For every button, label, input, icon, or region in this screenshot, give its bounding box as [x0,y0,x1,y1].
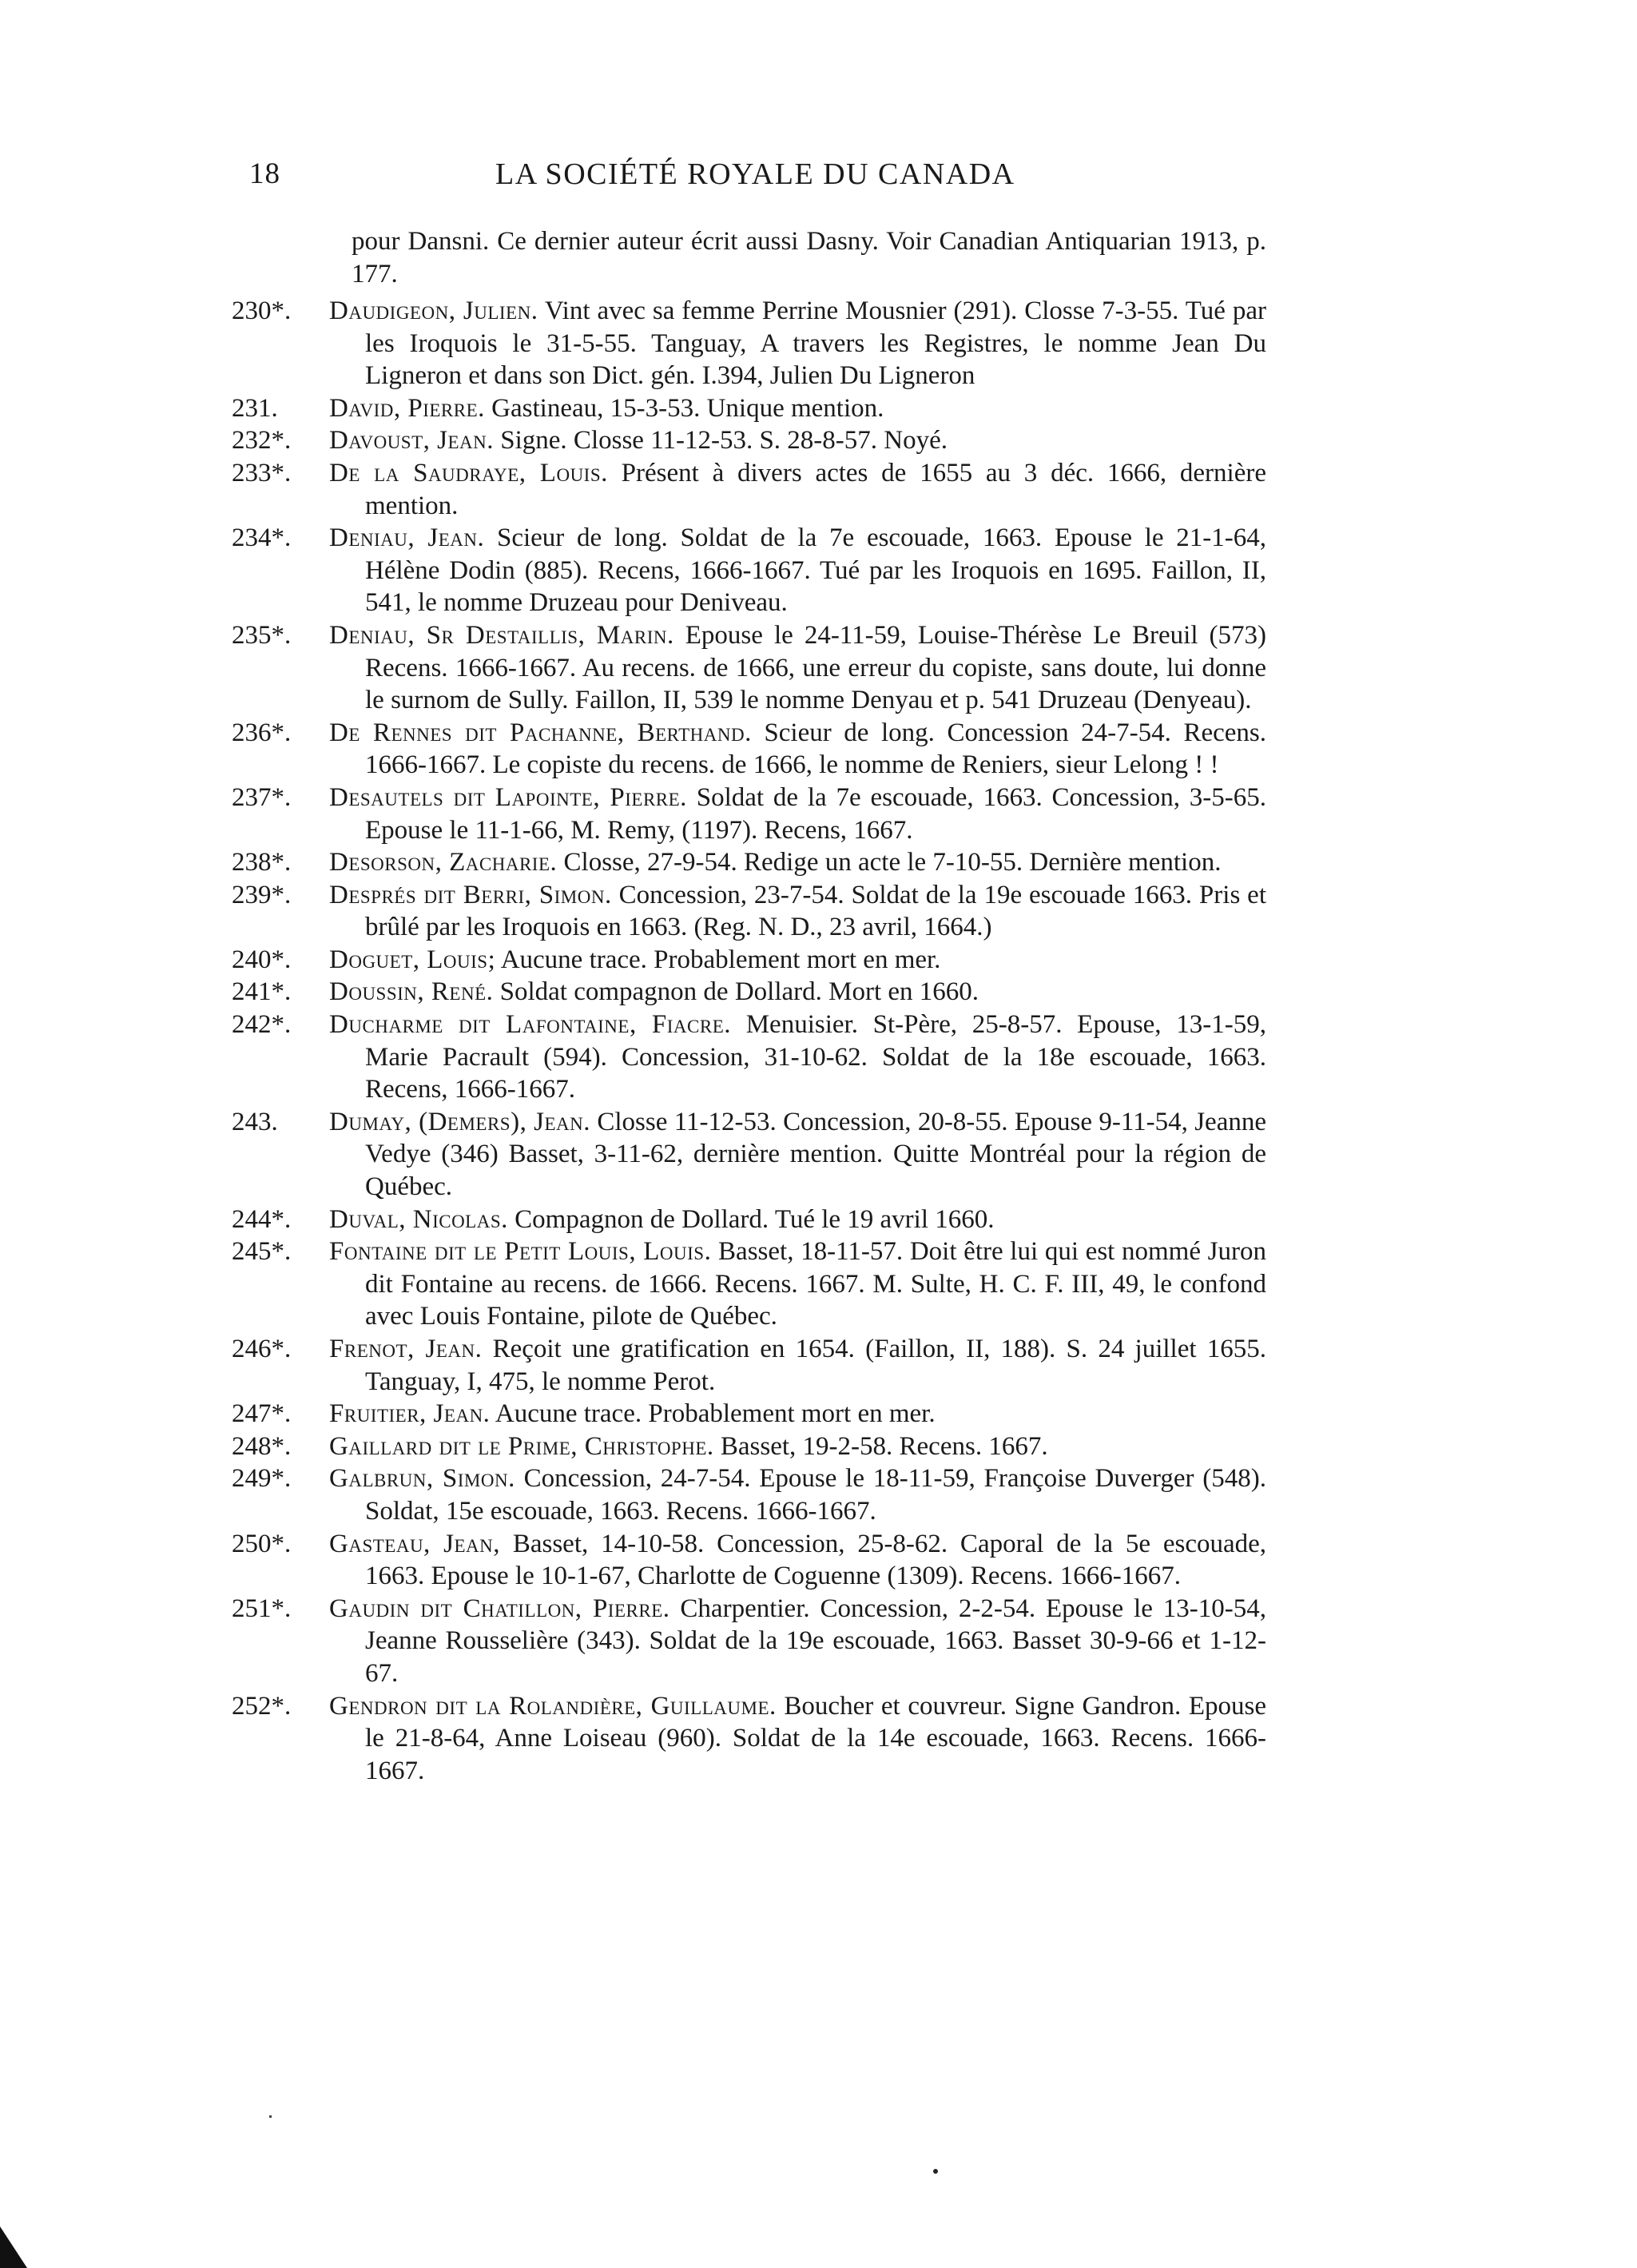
entry-body [329,782,1266,846]
entry-number: 241*. [232,977,292,1007]
entry-name: Daudigeon, Julien. [329,296,538,325]
scan-corner-mark [0,2226,27,2268]
entry-number: 237*. [232,782,292,812]
entry-body [329,392,1266,425]
entry-name: Doussin, René. [329,977,494,1007]
page-number: 18 [249,157,280,190]
entry-name: Davoust, Jean. [329,426,495,456]
entry-body [329,522,1266,619]
entry-number: 238*. [232,848,292,877]
entry-text: Soldat de la 7e escouade, 1663. Concession, 3-5-65. Epouse le 11-1-66, M. Remy, (1197). Recens, 1667. [365,782,1267,845]
scan-speck [269,2115,272,2118]
scan-dot [933,2169,938,2174]
entry-body [329,1009,1266,1106]
entry-text: Epouse le 24-11-59, Louise-Thérèse Le Breuil (573) Recens. 1666-1667. Au recens. de 1666, une erreur du copiste, sans doute, lui donne le surnom de Sully. Faillon, II, 539 le nomme Denyau et p. 541 Druzeau (Denyeau). [365,620,1267,715]
register-entry [232,295,1266,392]
entry-text: Aucune trace. Probablement mort en mer. [495,1399,936,1429]
entry-number: 249*. [232,1464,292,1494]
entry-number: 234*. [232,523,292,553]
entry-name: Dumay, (Demers), Jean. [329,1107,591,1136]
entry-number: 252*. [232,1691,292,1721]
register-entry [232,1690,1266,1788]
entry-text: Closse, 27-9-54. Redige un acte le 7-10-55. Dernière mention. [563,848,1222,877]
entry-number: 233*. [232,458,292,487]
running-title: LA SOCIÉTÉ ROYALE DU CANADA [495,157,1015,191]
entry-name: David, Pierre. [329,393,485,423]
entry-body [329,976,1266,1009]
entry-body [329,1333,1266,1398]
entry-text: Basset, 19-2-58. Recens. 1667. [720,1431,1048,1461]
entry-text: Reçoit une gratification en 1654. (Faillon, II, 188). S. 24 juillet 1655. Tanguay, I, 475, le nomme Perot. [365,1335,1266,1396]
entry-name: Després dit Berri, Simon. [329,880,612,909]
entry-name: De la Saudraye, Louis. [329,458,608,487]
entry-body [329,1398,1266,1430]
register-entry [232,457,1266,522]
entry-text: Closse 11-12-53. Concession, 20-8-55. Epouse 9-11-54, Jeanne Vedye (346) Basset, 3-11-62, dernière mention. Quitte Montréal pour la région de Québec. [365,1107,1266,1202]
entry-number: 243. [232,1107,278,1136]
register-entry [232,879,1266,944]
entry-body [329,1106,1266,1204]
entry-name: Desorson, Zacharie. [329,848,558,877]
entry-body [329,424,1266,457]
register-entry [232,1528,1266,1593]
entry-body [329,1528,1266,1593]
entry-body [329,1593,1266,1690]
entry-name: Deniau, Jean. [329,523,485,553]
entry-text: Boucher et couvreur. Signe Gandron. Epouse le 21-8-64, Anne Loiseau (960). Soldat de la 14e escouade, 1663. Recens. 1666-1667. [365,1691,1266,1785]
register-entry [232,1430,1266,1463]
entry-text: Scieur de long. Concession 24-7-54. Recens. 1666-1667. Le copiste du recens. de 1666, le nomme de Reniers, sieur Lelong ! ! [365,718,1267,780]
entry-body [329,1430,1266,1463]
entry-text: Charpentier. Concession, 2-2-54. Epouse le 13-10-54, Jeanne Rousselière (343). Soldat de la 19e escouade, 1663. Basset 30-9-66 et 1-12-67. [365,1594,1267,1688]
entry-name: Frenot, Jean. [329,1335,483,1363]
entry-text: Compagnon de Dollard. Tué le 19 avril 1660. [515,1204,995,1234]
entry-name: Gaudin dit Chatillon, Pierre. [329,1594,670,1623]
entry-number: 235*. [232,620,292,650]
entry-body [329,457,1266,522]
register-entry [232,619,1266,717]
entry-name: Deniau, Sr Destaillis, Marin. [329,620,674,650]
entry-text: Présent à divers actes de 1655 au 3 déc. 1666, dernière mention. [365,458,1266,520]
register-entry [232,392,1266,425]
entry-text: Basset, 14-10-58. Concession, 25-8-62. Caporal de la 5e escouade, 1663. Epouse le 10-1-67, Charlotte de Coguenne (1309). Recens. 1666-1667. [365,1529,1267,1591]
entry-name: Ducharme dit Lafontaine, Fiacre. [329,1010,732,1040]
entry-text: Concession, 23-7-54. Soldat de la 19e escouade 1663. Pris et brûlé par les Iroquois en 1663. (Reg. N. D., 23 avril, 1664.) [365,880,1266,942]
register-entry [232,1106,1266,1204]
entry-number: 239*. [232,880,292,909]
register-entry [232,1333,1266,1398]
register-entry [232,717,1266,782]
register-entry [232,1593,1266,1690]
register-entry [232,846,1266,879]
entry-body [329,619,1266,717]
entry-number: 231. [232,393,278,423]
entry-number: 230*. [232,296,292,325]
entry-body [329,717,1266,782]
register-entry [232,1398,1266,1430]
entry-text: Vint avec sa femme Perrine Mousnier (291). Closse 7-3-55. Tué par les Iroquois le 31-5-55. Tanguay, A travers les Registres, le nomme Jean Du Ligneron et dans son Dict. gén. I.394, Julien Du Ligneron [365,296,1266,391]
register-entry [232,522,1266,619]
entry-body [329,1690,1266,1788]
entry-text: Aucune trace. Probablement mort en mer. [500,945,941,974]
entry-text: Gastineau, 15-3-53. Unique mention. [491,393,884,423]
entry-body [329,846,1266,879]
entry-text: Menuisier. St-Père, 25-8-57. Epouse, 13-1-59, Marie Pacrault (594). Concession, 31-10-62. Soldat de la 18e escouade, 1663. Recens, 1666-1667. [365,1010,1266,1104]
entry-body [329,295,1266,392]
intro-paragraph: pour Dansni. Ce dernier auteur écrit aussi Dasny. Voir Canadian Antiquarian 1913, p. 177. [352,227,1266,288]
register-entry [232,1204,1266,1236]
entry-name: De Rennes dit Pachanne, Berthand. [329,718,752,747]
entry-text: Soldat compagnon de Dollard. Mort en 1660. [499,977,979,1007]
entry-number: 240*. [232,945,292,974]
entry-name: Fontaine dit le Petit Louis, Louis. [329,1237,712,1267]
entry-number: 236*. [232,718,292,747]
entry-number: 250*. [232,1529,292,1558]
register-entry [232,1462,1266,1527]
entry-number: 232*. [232,426,292,456]
entry-body [329,879,1266,944]
entry-body [329,1235,1266,1333]
register-entry [232,976,1266,1009]
entry-number: 247*. [232,1399,292,1429]
entry-number: 248*. [232,1431,292,1461]
entry-body [329,1462,1266,1527]
entry-body [329,1204,1266,1236]
entry-number: 244*. [232,1204,292,1234]
register-entry [232,1009,1266,1106]
entry-number: 251*. [232,1594,292,1623]
entry-name: Doguet, Louis; [329,945,496,974]
register-entry [232,944,1266,977]
entry-name: Gendron dit la Rolandière, Guillaume. [329,1691,777,1721]
entry-number: 245*. [232,1237,292,1267]
entry-text: Signe. Closse 11-12-53. S. 28-8-57. Noyé. [500,426,948,456]
entry-name: Duval, Nicolas. [329,1204,508,1234]
entry-text: Basset, 18-11-57. Doit être lui qui est nommé Juron dit Fontaine au recens. de 1666. Recens. 1667. M. Sulte, H. C. F. III, 49, le confond avec Louis Fontaine, pilote de Québec. [365,1237,1267,1331]
register-entry [232,782,1266,846]
entry-name: Fruitier, Jean. [329,1399,491,1429]
entry-name: Gaillard dit le Prime, Christophe. [329,1431,714,1461]
entry-name: Desautels dit Lapointe, Pierre. [329,782,687,812]
entry-number: 246*. [232,1335,292,1363]
entry-number: 242*. [232,1010,292,1040]
entry-list [232,295,1266,1787]
entry-text: Scieur de long. Soldat de la 7e escouade, 1663. Epouse le 21-1-64, Hélène Dodin (885). Recens, 1666-1667. Tué par les Iroquois en 1695. Faillon, II, 541, le nomme Druzeau pour Deniveau. [365,523,1267,618]
entry-text: Concession, 24-7-54. Epouse le 18-11-59, Françoise Duverger (548). Soldat, 15e escouade, 1663. Recens. 1666-1667. [365,1464,1267,1526]
entry-name: Galbrun, Simon. [329,1464,515,1494]
entry-body [329,944,1266,977]
entry-name: Gasteau, Jean, [329,1529,500,1558]
register-entry [232,1235,1266,1333]
register-entry [232,424,1266,457]
